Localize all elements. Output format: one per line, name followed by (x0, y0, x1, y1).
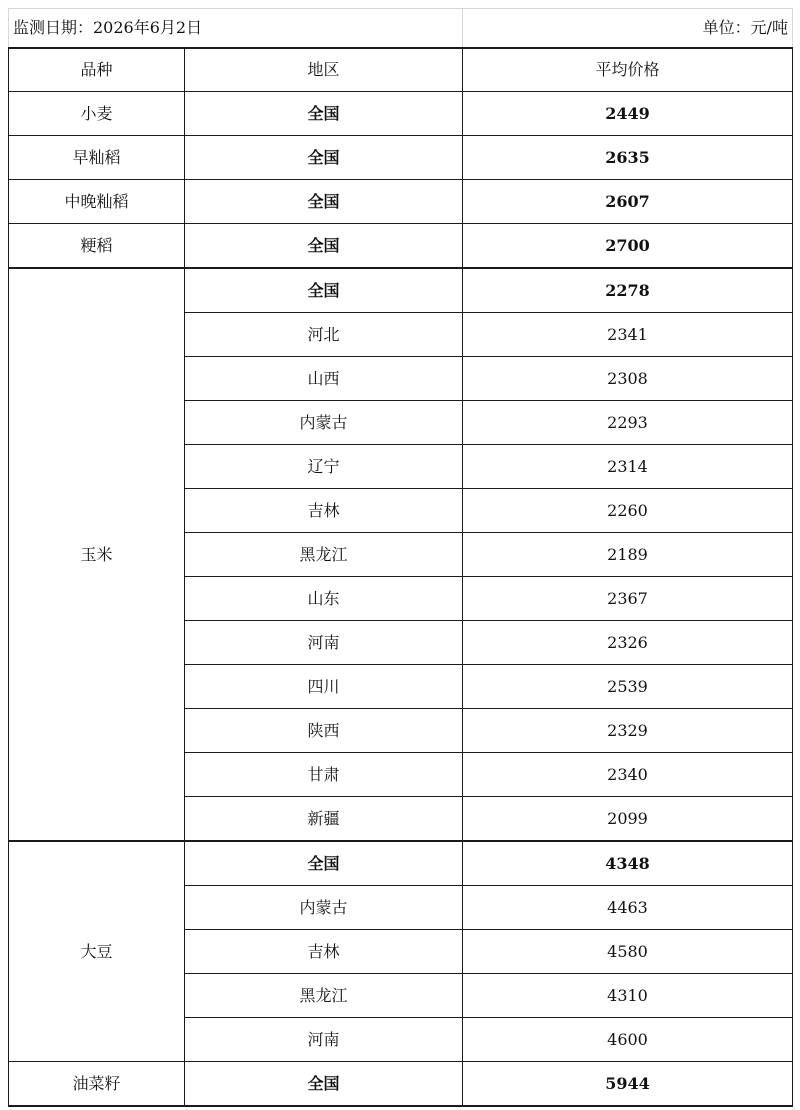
region-cell: 全国 (185, 92, 463, 136)
price-cell: 2539 (463, 665, 793, 709)
price-cell: 2700 (463, 224, 793, 269)
price-cell: 4348 (463, 841, 793, 886)
price-cell: 2449 (463, 92, 793, 136)
table-row (9, 224, 793, 269)
price-cell: 2278 (463, 268, 793, 313)
region-cell: 新疆 (185, 797, 463, 842)
header-row (9, 48, 793, 92)
price-cell: 5944 (463, 1062, 793, 1107)
region-cell: 全国 (185, 224, 463, 269)
region-cell: 陕西 (185, 709, 463, 753)
region-cell: 河南 (185, 1018, 463, 1062)
variety-cell: 油菜籽 (9, 1062, 185, 1107)
region-cell: 河南 (185, 621, 463, 665)
price-cell: 2260 (463, 489, 793, 533)
table-row (9, 180, 793, 224)
table-body (9, 92, 793, 1107)
price-cell: 2326 (463, 621, 793, 665)
column-header-variety: 品种 (9, 48, 185, 92)
region-cell: 甘肃 (185, 753, 463, 797)
variety-cell: 粳稻 (9, 224, 185, 269)
price-cell: 2308 (463, 357, 793, 401)
region-cell: 内蒙古 (185, 401, 463, 445)
region-cell: 辽宁 (185, 445, 463, 489)
region-cell: 四川 (185, 665, 463, 709)
price-cell: 4310 (463, 974, 793, 1018)
price-cell: 4463 (463, 886, 793, 930)
region-cell: 全国 (185, 136, 463, 180)
price-cell: 2189 (463, 533, 793, 577)
price-cell: 2341 (463, 313, 793, 357)
table-row (9, 268, 793, 313)
variety-cell: 早籼稻 (9, 136, 185, 180)
price-cell: 2293 (463, 401, 793, 445)
region-cell: 黑龙江 (185, 533, 463, 577)
region-cell: 内蒙古 (185, 886, 463, 930)
region-cell: 全国 (185, 841, 463, 886)
region-cell: 山东 (185, 577, 463, 621)
table-row (9, 1062, 793, 1107)
table-row (9, 841, 793, 886)
price-cell: 2099 (463, 797, 793, 842)
variety-cell: 玉米 (9, 268, 185, 841)
region-cell: 山西 (185, 357, 463, 401)
column-header-region: 地区 (185, 48, 463, 92)
variety-cell: 小麦 (9, 92, 185, 136)
price-cell: 4580 (463, 930, 793, 974)
table-row (9, 136, 793, 180)
region-cell: 吉林 (185, 489, 463, 533)
meta-row (9, 9, 793, 49)
variety-cell: 大豆 (9, 841, 185, 1062)
region-cell: 黑龙江 (185, 974, 463, 1018)
price-cell: 4600 (463, 1018, 793, 1062)
variety-cell: 中晚籼稻 (9, 180, 185, 224)
price-cell: 2607 (463, 180, 793, 224)
table-row (9, 92, 793, 136)
unit-label: 单位：元/吨 (463, 9, 793, 49)
price-cell: 2635 (463, 136, 793, 180)
price-cell: 2340 (463, 753, 793, 797)
region-cell: 全国 (185, 1062, 463, 1107)
region-cell: 全国 (185, 180, 463, 224)
price-cell: 2314 (463, 445, 793, 489)
monitor-date: 监测日期：2026年6月2日 (9, 9, 463, 49)
region-cell: 全国 (185, 268, 463, 313)
region-cell: 吉林 (185, 930, 463, 974)
column-header-price: 平均价格 (463, 48, 793, 92)
price-cell: 2329 (463, 709, 793, 753)
price-cell: 2367 (463, 577, 793, 621)
price-table (8, 8, 793, 1107)
region-cell: 河北 (185, 313, 463, 357)
